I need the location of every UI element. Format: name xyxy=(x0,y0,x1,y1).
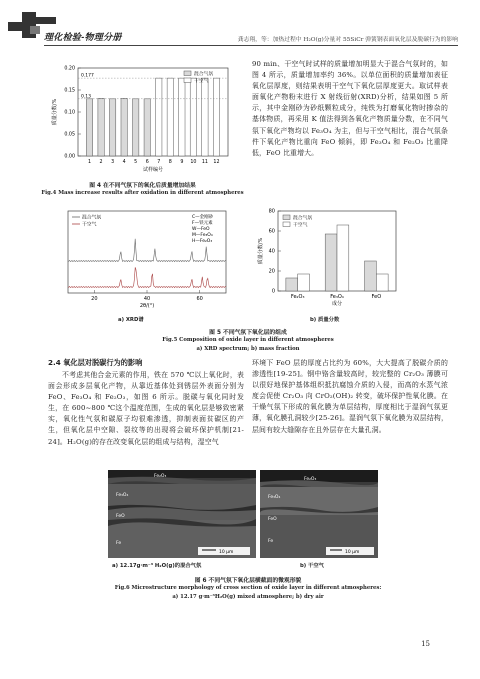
fig4-x-tick-label: 11 xyxy=(201,160,208,165)
fig6-caption-cn: 图 6 不同气氛下氧化层横截面的微观形貌 xyxy=(194,578,302,584)
fig6b-label-fe: Fe xyxy=(268,539,274,544)
fig4-bar xyxy=(86,99,92,156)
fig4-x-tick-label: 7 xyxy=(157,160,161,165)
fig4-x-tick-label: 4 xyxy=(122,160,126,165)
journal-brand: 理化检验-物理分册 xyxy=(44,32,122,42)
fig4-annotation: 0.13 xyxy=(81,94,92,100)
fig5b-y-axis-label: 质量分数/% xyxy=(258,237,264,265)
fig4-bar xyxy=(109,99,115,156)
fig5b-y-tick-label: 40 xyxy=(268,248,275,255)
fig4-caption-cn: 图 4 在不同气氛下的氧化后质量增加结果 xyxy=(89,183,196,189)
fig5b-bar xyxy=(325,234,337,291)
fig5b-legend-swatch xyxy=(283,215,290,220)
fig5b-legend-label: 混合气氛 xyxy=(293,216,313,221)
fig6b-micrograph-layers xyxy=(260,470,378,558)
fig6a-subcaption: a) 12.17g·m⁻³ H₂O(g)的混合气氛 xyxy=(112,563,202,569)
fig6b-subcaption: b) 干空气 xyxy=(300,563,324,569)
fig4-x-tick-label: 12 xyxy=(213,160,220,165)
fig5a-subcaption: a) XRD谱 xyxy=(118,317,144,323)
fig4-bar-chart xyxy=(48,60,238,178)
fig5a-trace-dry xyxy=(68,267,226,287)
fig5-subcaption-en: a) XRD spectrum; b) mass fraction xyxy=(196,346,300,352)
fig4-x-tick-label: 1 xyxy=(88,160,92,165)
fig5-caption-en: Fig.5 Composition of oxide layer in different atmospheres xyxy=(162,337,334,343)
fig4-bar xyxy=(121,98,127,156)
fig4-y-tick-label: 0.00 xyxy=(64,154,75,160)
fig6-subcaption-en: a) 12.17 g·m⁻³H₂O(g) mixed atmosphere; b) dry air xyxy=(172,594,324,600)
fig5a-legend-label: 干空气 xyxy=(82,222,97,228)
fig5b-x-tick-label: FeO xyxy=(371,294,382,300)
fig5b-y-tick-label: 20 xyxy=(268,268,275,275)
fig4-caption-en: Fig.4 Mass increase results after oxidation in different atmospheres xyxy=(41,190,244,196)
fig6b-label-fe3o4: Fe₃O₄ xyxy=(268,495,281,500)
fig6a-micrograph-layers xyxy=(108,470,256,558)
fig4-x-tick-label: 2 xyxy=(99,160,103,165)
fig5b-x-axis-label: 成分 xyxy=(331,301,343,307)
fig4-y-tick-label: 0.05 xyxy=(64,132,75,138)
fig5a-peak-legend-item: W—FeO xyxy=(192,227,210,232)
fig5a-x-tick-label: 40 xyxy=(143,296,151,302)
fig4-bar xyxy=(133,99,139,156)
running-title: 龚志翔，等：加热过程中 H₂O(g)分量对 55SiCr 弹簧钢表面氧化层及脱碳行为的影响 xyxy=(237,37,458,43)
fig4-x-tick-label: 3 xyxy=(111,160,115,165)
fig6b-label-feo: FeO xyxy=(268,517,277,522)
fig4-x-tick-label: 8 xyxy=(168,160,172,165)
fig5b-bar xyxy=(298,274,310,291)
fig4-bar xyxy=(179,78,185,156)
fig4-bar xyxy=(167,78,173,156)
right-column-paragraph: 90 min、干空气时试样的质量增加明显大于混合气氛时的，如图 4 所示，质量增加率约 36%。以单位面积的质量增加表征氧化层厚度，则结果表明干空气下氧化层厚度更大。取试样表面氧化产物粉末进行 X 射线衍射(XRD)分析，结果如图 5 所示，其中金刚砂为砂纸颗粒成分，纯铁为打磨氧化物时掺杂的基体物质，再采用 K 值法得到各氧化产物质量分数，在不同气氛下氧化产物均以 Fe₃O₄ 为主，但与干空气相比，混合气氛条件下氧化产物比重向 FeO 倾斜，即 Fe₃O₄ 和 Fe₂O₃ 比重降低，FeO 比重增大。 xyxy=(252,60,448,157)
fig6a-label-fe: Fe xyxy=(116,541,122,546)
fig4-annotation: 0.177 xyxy=(81,73,94,79)
fig4-bar xyxy=(98,98,104,156)
fig4-x-tick-label: 10 xyxy=(190,160,197,165)
fig4-y-tick-label: 0.20 xyxy=(64,66,75,72)
fig4-bar xyxy=(156,78,162,156)
fig4-y-tick-label: 0.15 xyxy=(64,88,75,94)
section-left-paragraph: 不考虑其他合金元素的作用，铁在 570 ℃以上氧化时，表面会形成多层氧化产物，从靠近基体处到锈层外表面分别为 FeO、Fe₃O₄ 和 Fe₂O₃，如图 6 所示。脱碳与氧化同时发生，在 600~800 ℃这个温度范围，生成的氧化层是够致密紧实，氧化性气氛和碳原子均很难渗透，抑制表面贫碳区的产生，但氧化层中空隙、裂纹等的出现将会破坏保护机制[21-24]。H₂O(g)的存在改变氧化层的组成与结构，湿空气 xyxy=(48,371,244,446)
fig6b-label-fe2o3: Fe₂O₃ xyxy=(304,477,317,482)
fig4-x-tick-label: 9 xyxy=(180,160,184,165)
fig4-legend-label: 混合气氛 xyxy=(194,72,214,77)
fig5a-peak-legend-item: H—Fe₂O₃ xyxy=(192,239,213,244)
fig4-x-tick-label: 6 xyxy=(145,160,149,165)
fig4-bar xyxy=(213,78,219,156)
fig5b-bar xyxy=(286,278,298,291)
fig4-legend-swatch xyxy=(184,78,191,83)
fig4-x-tick-label: 5 xyxy=(134,160,138,165)
fig4-y-axis-label: 质量分数/% xyxy=(52,98,58,126)
fig5b-y-tick-label: 0 xyxy=(271,288,275,295)
fig5b-bar xyxy=(365,261,377,291)
fig5a-x-tick-label: 60 xyxy=(196,296,203,302)
fig5b-legend-label: 干空气 xyxy=(293,223,308,228)
fig4-legend-label: 干空气 xyxy=(194,79,209,84)
fig5b-bar xyxy=(337,225,349,291)
fig5b-mass-fraction-chart xyxy=(256,205,406,313)
fig6a-micrograph xyxy=(108,470,256,558)
fig6a-label-fe2o3: Fe₂O₃ xyxy=(154,474,167,479)
fig6a-label-fe3o4: Fe₃O₄ xyxy=(116,493,129,498)
fig5a-peak-legend-item: F—铁元素 xyxy=(192,221,213,226)
fig4-y-tick-label: 0.10 xyxy=(64,110,75,116)
section-heading: 2.4 氧化层对脱碳行为的影响 xyxy=(48,358,143,367)
fig6a-scale-bar: 10 μm xyxy=(219,550,234,555)
fig5a-peak-legend-item: C—金刚砂 xyxy=(192,215,214,220)
fig4-bar xyxy=(190,78,196,156)
page-header xyxy=(0,0,480,48)
fig5b-y-tick-label: 80 xyxy=(268,208,275,215)
header-rule xyxy=(44,45,458,46)
fig5b-bar xyxy=(376,274,388,291)
fig5a-legend-label: 混合气氛 xyxy=(82,215,102,221)
fig5b-x-tick-label: Fe₃O₄ xyxy=(330,294,344,300)
fig5b-y-tick-label: 60 xyxy=(268,228,275,235)
page-number: 15 xyxy=(421,640,430,648)
fig6-caption-en: Fig.6 Microstructure morphology of cross section of oxide layer in different atmospheres: xyxy=(114,585,382,591)
fig5-caption-cn: 图 5 不同气氛下氧化层的组成 xyxy=(209,330,287,336)
fig5a-x-axis-label: 2θ/(°) xyxy=(139,303,155,309)
fig5b-legend-swatch xyxy=(283,222,290,227)
fig6b-scale-bar: 10 μm xyxy=(345,550,360,555)
fig4-x-axis-label: 试样编号 xyxy=(142,167,164,173)
fig4-legend-swatch xyxy=(184,71,191,76)
section-right-paragraph: 环境下 FeO 层的厚度占比约为 60%，大大提高了脱碳介质的渗透性[19-25]。钢中铬含量较高时，较完整的 Cr₂O₃ 薄膜可以很好地保护基体组织抵抗腐蚀介质的入侵，而高的水蒸气浓度会促使 Cr₂O₃ 向 CrO₂(OH)₂ 转变，破坏保护性氧化膜。在干燥气氛下形成的氧化膜为单层结构，厚度相比于湿润气氛更薄，氧化膜孔洞较少[25-26]。湿润气氛下氧化膜为双层结构，层间有较大缝隙存在且外层存在大量孔洞。 xyxy=(252,359,448,434)
fig6b-micrograph xyxy=(260,470,378,558)
fig5a-xrd-chart xyxy=(58,205,234,313)
fig4-bar xyxy=(144,99,150,156)
fig5a-peak-legend-item: M—Fe₃O₄ xyxy=(192,233,213,238)
fig5a-x-tick-label: 20 xyxy=(91,296,98,302)
fig4-bar xyxy=(202,78,208,156)
fig5b-x-tick-label: Fe₂O₃ xyxy=(290,294,305,300)
fig6a-label-feo: FeO xyxy=(116,514,125,519)
fig5b-subcaption: b) 质量分数 xyxy=(310,317,340,323)
